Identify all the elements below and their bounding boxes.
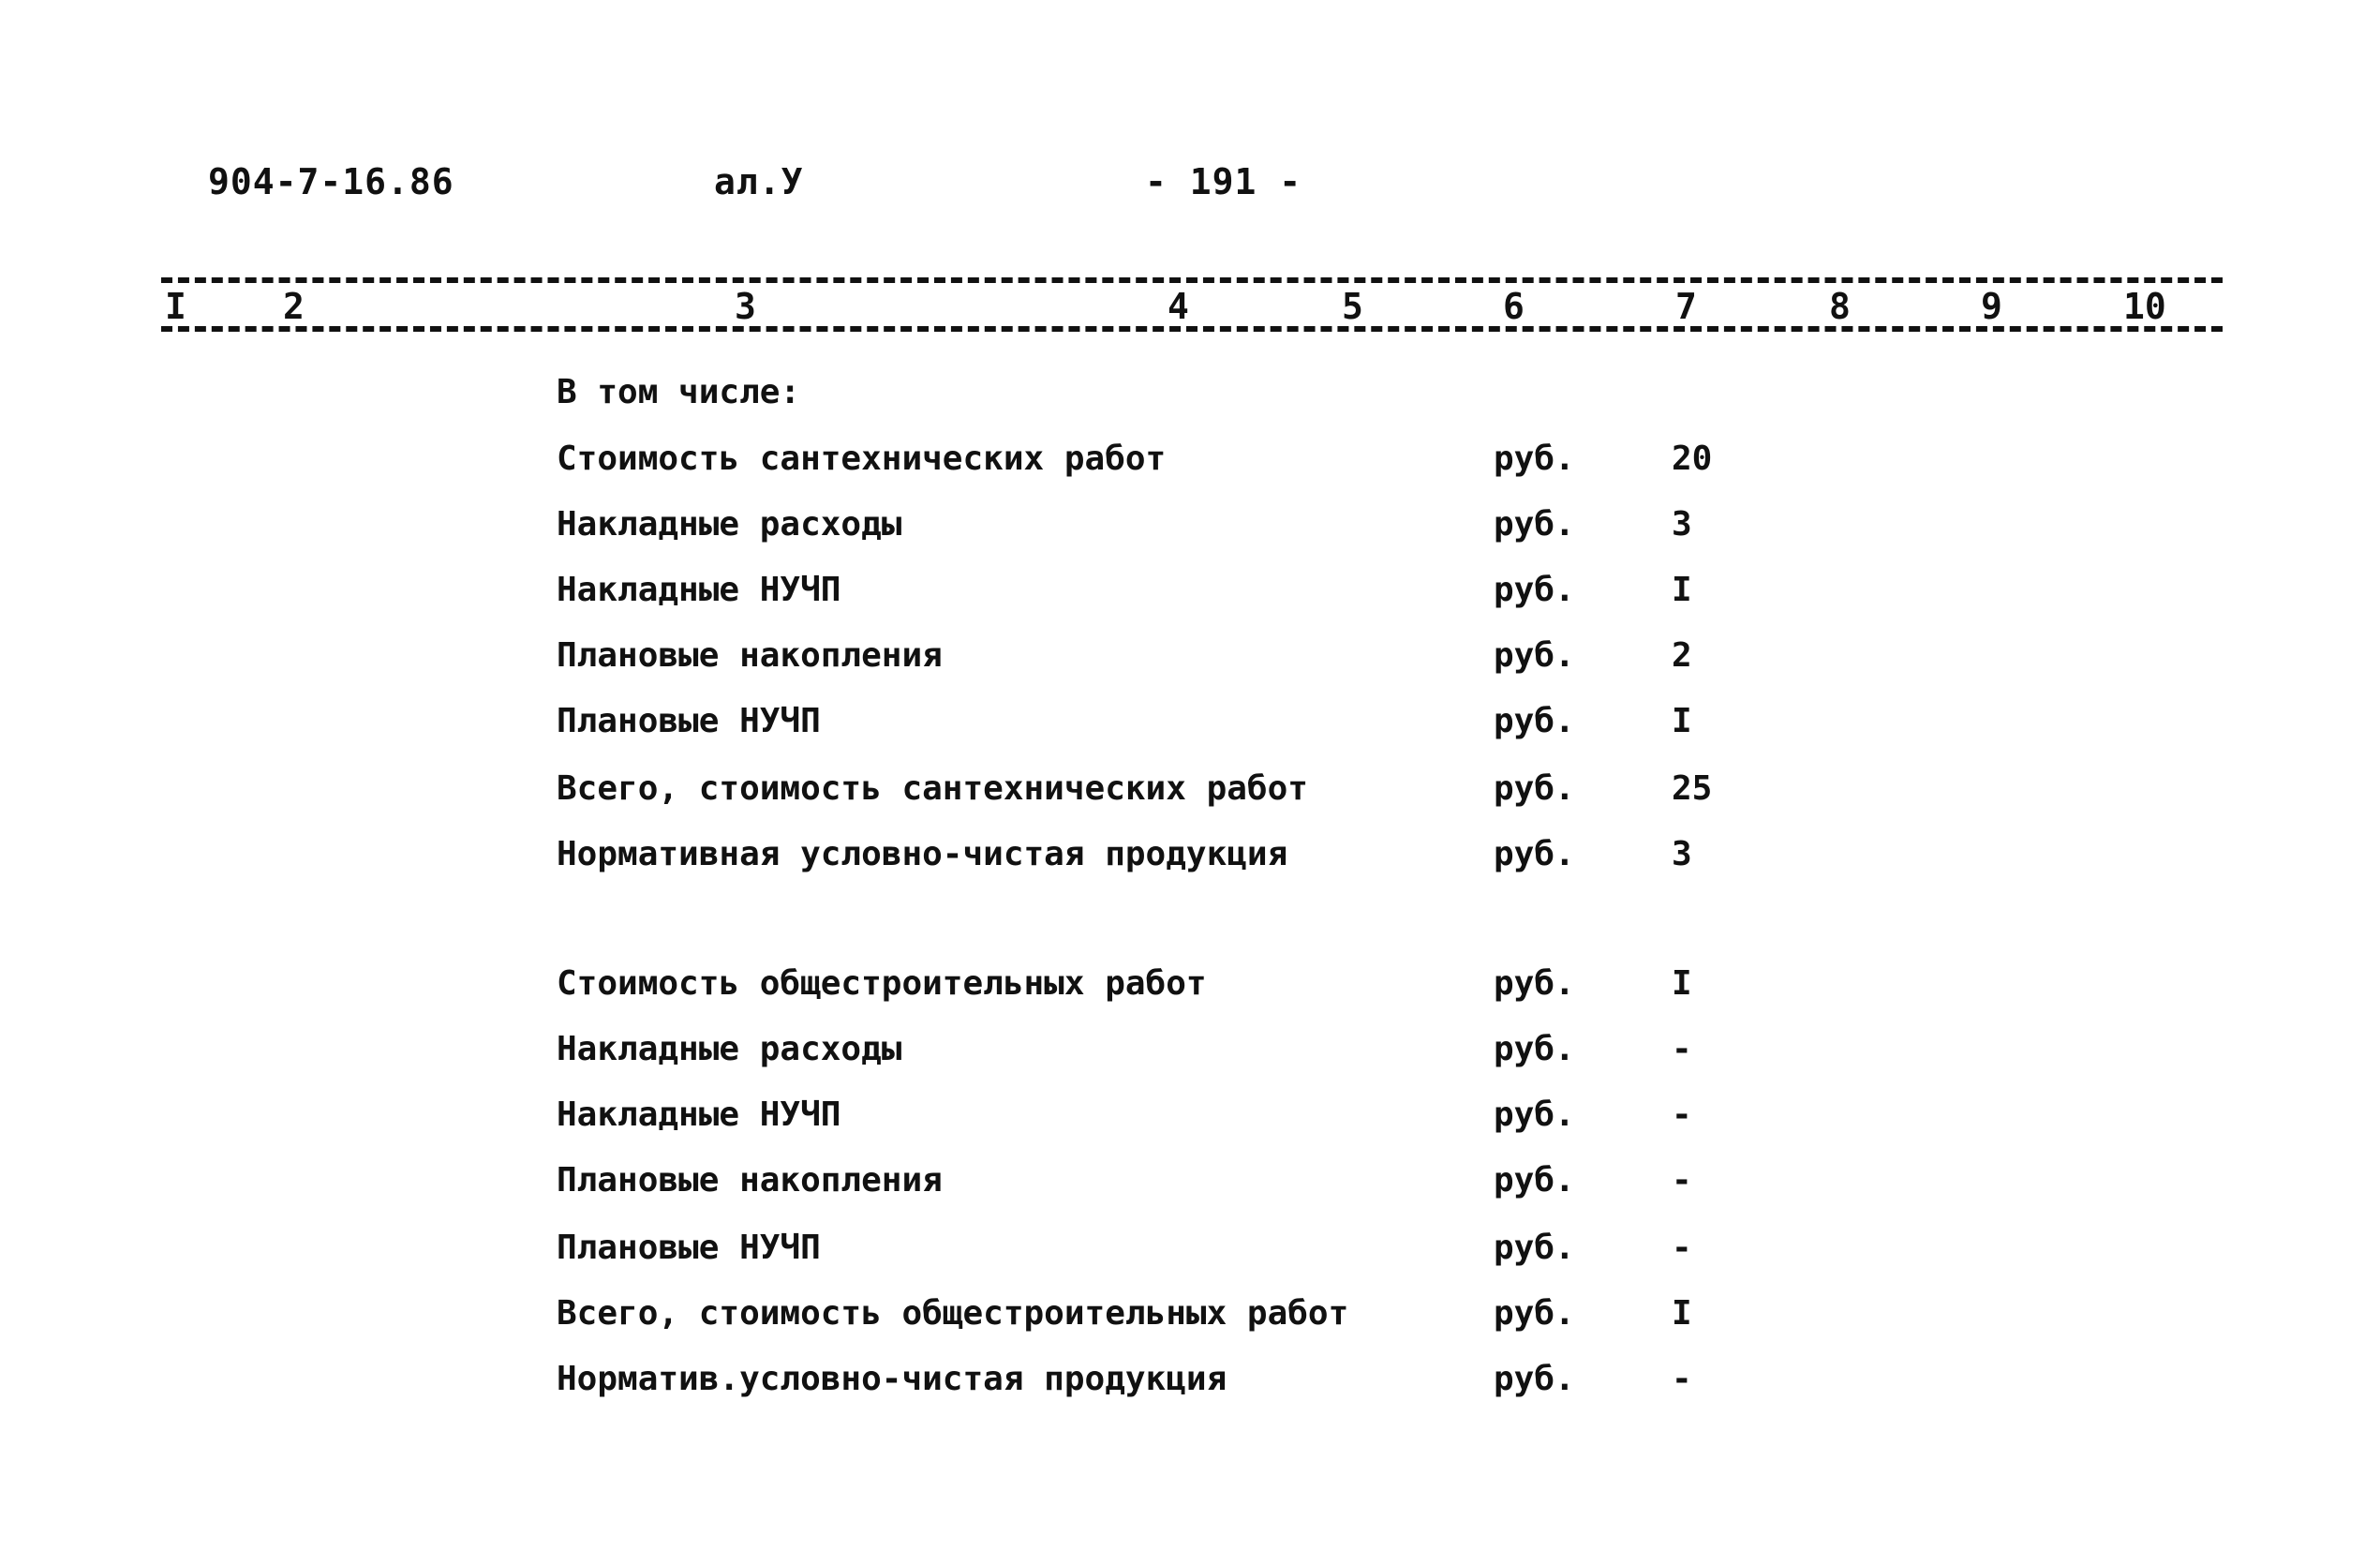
row-label: Плановые НУЧП	[557, 702, 821, 740]
section-intro: В том числе:	[557, 373, 801, 411]
row-unit: руб.	[1494, 1161, 1575, 1200]
row-value: 2	[1672, 636, 1692, 675]
row-unit: руб.	[1494, 1294, 1575, 1333]
row-value: 20	[1672, 440, 1713, 478]
row-label: Накладные НУЧП	[557, 571, 841, 609]
column-number-7: 7	[1672, 287, 1701, 326]
row-label: Норматив.условно-чистая продукция	[557, 1360, 1227, 1398]
row-value: I	[1672, 571, 1692, 609]
column-rule-top	[161, 277, 2223, 283]
row-value: 3	[1672, 505, 1692, 544]
column-number-4: 4	[1164, 287, 1193, 326]
row-value: -	[1672, 1030, 1692, 1068]
row-value: -	[1672, 1360, 1692, 1398]
row-label: Накладные расходы	[557, 505, 902, 544]
row-label: Нормативная условно-чистая продукция	[557, 835, 1288, 873]
row-unit: руб.	[1494, 571, 1575, 609]
column-number-5: 5	[1338, 287, 1367, 326]
row-value: -	[1672, 1095, 1692, 1134]
row-value: -	[1672, 1229, 1692, 1267]
row-label: Стоимость сантехнических работ	[557, 440, 1167, 478]
column-number-3: 3	[731, 287, 760, 326]
row-label: Плановые НУЧП	[557, 1229, 821, 1267]
row-unit: руб.	[1494, 1229, 1575, 1267]
row-label: Накладные расходы	[557, 1030, 902, 1068]
sheet-label: ал.У	[714, 161, 804, 202]
row-label: Всего, стоимость общестроительных работ	[557, 1294, 1349, 1333]
row-unit: руб.	[1494, 636, 1575, 675]
document-code: 904-7-16.86	[208, 161, 454, 202]
row-label: Накладные НУЧП	[557, 1095, 841, 1134]
row-unit: руб.	[1494, 440, 1575, 478]
row-value: -	[1672, 1161, 1692, 1200]
row-unit: руб.	[1494, 964, 1575, 1003]
row-value: I	[1672, 1294, 1692, 1333]
page-number: - 191 -	[1145, 161, 1302, 202]
row-label: Стоимость общестроительных работ	[557, 964, 1207, 1003]
row-unit: руб.	[1494, 1095, 1575, 1134]
column-number-9: 9	[1977, 287, 2006, 326]
row-value: I	[1672, 964, 1692, 1003]
row-label: Плановые накопления	[557, 636, 943, 675]
row-unit: руб.	[1494, 1360, 1575, 1398]
column-number-6: 6	[1499, 287, 1528, 326]
column-number-1: I	[161, 287, 190, 326]
row-value: 3	[1672, 835, 1692, 873]
row-unit: руб.	[1494, 702, 1575, 740]
column-number-2: 2	[279, 287, 308, 326]
row-unit: руб.	[1494, 1030, 1575, 1068]
column-rule-bottom	[161, 326, 2223, 332]
row-unit: руб.	[1494, 505, 1575, 544]
row-unit: руб.	[1494, 769, 1575, 808]
row-value: 25	[1672, 769, 1713, 808]
row-value: I	[1672, 702, 1692, 740]
row-unit: руб.	[1494, 835, 1575, 873]
column-number-8: 8	[1825, 287, 1854, 326]
row-label: Плановые накопления	[557, 1161, 943, 1200]
row-label: Всего, стоимость сантехнических работ	[557, 769, 1308, 808]
column-number-10: 10	[2120, 287, 2170, 326]
